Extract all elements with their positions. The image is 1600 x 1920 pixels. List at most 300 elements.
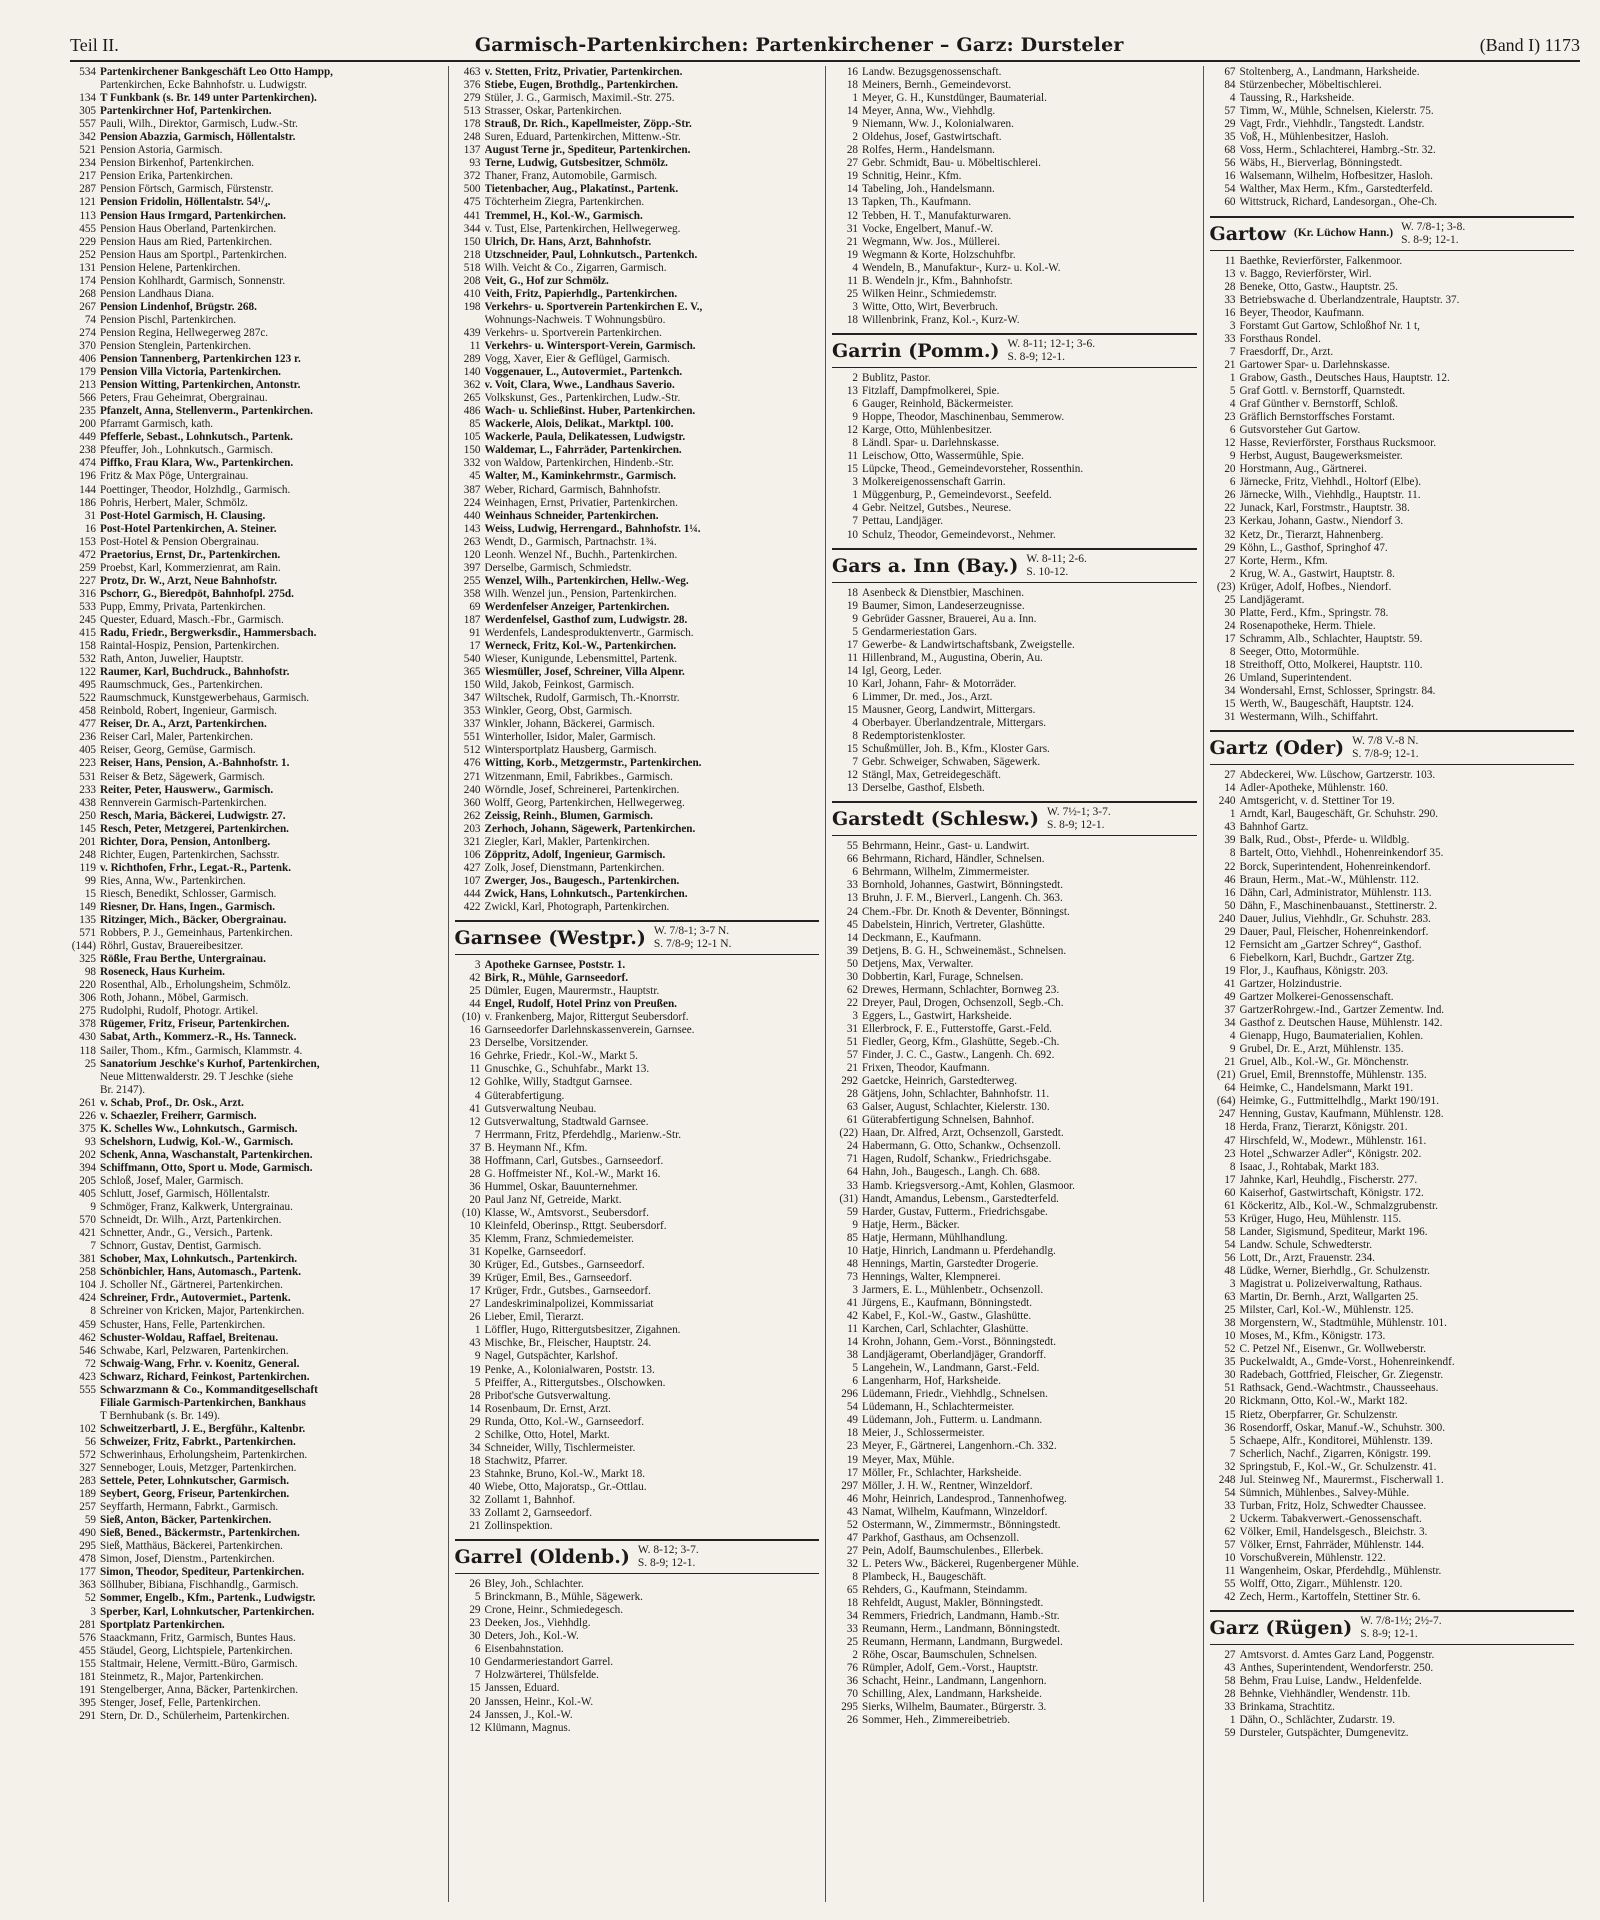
directory-entry (1210, 1082, 1575, 1095)
subscriber-name: v. Schab, Prof., Dr. Osk., Arzt. (100, 1096, 244, 1109)
directory-entry (455, 1037, 820, 1050)
phone-number: 11 (847, 651, 858, 664)
directory-entry (70, 1436, 442, 1449)
directory-entry (832, 1467, 1197, 1480)
directory-entry (70, 470, 442, 483)
subscriber-name: Jul. Steinweg Nf., Maurermst., Fischerwall 1. (1239, 1473, 1444, 1486)
phone-number: 24 (846, 905, 858, 918)
subscriber-name: Staltmair, Helene, Vermitt.-Büro, Garmisch. (100, 1657, 298, 1670)
directory-entry (70, 1214, 442, 1227)
subscriber-name: Schenk, Anna, Waschanstalt, Partenkirchen. (100, 1148, 313, 1161)
subscriber-name: Zwick, Hans, Lohnkutsch., Partenkirchen. (484, 887, 688, 900)
phone-number: 406 (79, 353, 96, 366)
subscriber-name: Rathsack, Gend.-Wachtmstr., Chausseehaus. (1239, 1382, 1439, 1395)
subscriber-name: Witting, Korb., Metzgermstr., Partenkirchen. (484, 757, 702, 770)
subscriber-name: Werth, W., Baugeschäft, Hauptstr. 124. (1239, 698, 1414, 711)
directory-entry (1210, 861, 1575, 874)
directory-entry (455, 862, 820, 875)
phone-number: 4 (852, 717, 858, 730)
directory-entry (832, 971, 1197, 984)
directory-entry (832, 105, 1197, 118)
subscriber-name: Meiners, Bernh., Gemeindevorst. (862, 79, 1012, 92)
subscriber-name: Klümann, Magnus. (484, 1721, 571, 1734)
phone-number: 16 (469, 1050, 481, 1063)
subscriber-name: Sabat, Arth., Kommerz.-R., Hs. Tanneck. (100, 1031, 297, 1044)
directory-entry (832, 1349, 1197, 1362)
phone-number: 532 (79, 653, 96, 666)
directory-entry (832, 411, 1197, 424)
phone-number: 62 (1224, 1525, 1236, 1538)
directory-entry (70, 340, 442, 353)
directory-entry (1210, 1500, 1575, 1513)
directory-entry (455, 105, 820, 118)
subscriber-name: Limmer, Dr. med., Jos., Arzt. (862, 690, 993, 703)
subscriber-name: Leischow, Otto, Wassermühle, Spie. (862, 450, 1024, 463)
phone-number: 150 (463, 235, 481, 248)
directory-entry (70, 1031, 442, 1044)
subscriber-name: Gendarmeriestandort Garrel. (484, 1656, 614, 1669)
directory-entry (455, 1142, 820, 1155)
directory-entry (832, 1649, 1197, 1662)
directory-entry (70, 196, 442, 209)
directory-entry (70, 236, 442, 249)
directory-entry (832, 1480, 1197, 1493)
subscriber-name: Wiebe, Otto, Majoratsp., Gr.-Ottlau. (484, 1480, 647, 1493)
phone-number: 267 (79, 300, 96, 313)
subscriber-name: Walter, M., Kaminkehrmstr., Garmisch. (484, 470, 677, 483)
subscriber-name: Baumer, Simon, Landeserzeugnisse. (862, 599, 1025, 612)
directory-entry (832, 196, 1197, 209)
directory-entry (70, 210, 442, 223)
subscriber-name: Suren, Eduard, Partenkirchen, Mittenw.-Str. (484, 131, 681, 144)
directory-entry (832, 1506, 1197, 1519)
directory-entry (1210, 66, 1575, 79)
subscriber-name: Vagt, Frdr., Viehhdlr., Tangstedt. Landstr. (1239, 118, 1425, 131)
phone-number: 274 (79, 326, 96, 339)
phone-number: 240 (1218, 912, 1236, 925)
phone-number: 198 (463, 300, 481, 313)
phone-number: 25 (469, 985, 481, 998)
subscriber-name: Uckerm. Tabakverwert.-Genossenschaft. (1239, 1512, 1422, 1525)
directory-entry (1210, 659, 1575, 672)
phone-number: 208 (463, 274, 481, 287)
subscriber-name: Heimke, C., Handelsmann, Markt 191. (1239, 1082, 1414, 1095)
office-hours (654, 925, 732, 951)
directory-entry (1210, 1095, 1575, 1108)
phone-number: 5 (852, 625, 858, 638)
subscriber-name: Stahnke, Bruno, Kol.-W., Markt 18. (484, 1467, 646, 1480)
phone-number: 297 (841, 1479, 858, 1492)
phone-number: 455 (79, 222, 96, 235)
subscriber-name: Sommer, Engelb., Kfm., Partenk., Ludwigstr. (100, 1592, 316, 1605)
subscriber-name: Pupp, Emmy, Privata, Partenkirchen. (100, 600, 266, 613)
directory-entry (455, 1090, 820, 1103)
phone-number: 45 (469, 470, 481, 483)
directory-entry (70, 914, 442, 927)
directory-entry (70, 1671, 442, 1684)
subscriber-name: Schwerinhaus, Erholungsheim, Partenkirchen. (100, 1448, 308, 1461)
subscriber-name: Arndt, Karl, Baugeschäft, Gr. Schuhstr. 290. (1239, 808, 1439, 821)
directory-entry (455, 157, 820, 170)
directory-entry (455, 1311, 820, 1324)
directory-entry (1210, 1317, 1575, 1330)
phone-number: 255 (463, 574, 481, 587)
phone-number: 287 (79, 183, 96, 196)
directory-entry (832, 1062, 1197, 1075)
directory-entry (70, 1697, 442, 1710)
phone-number: 235 (79, 405, 96, 418)
subscriber-name: Herbst, August, Baugewerksmeister. (1239, 450, 1403, 463)
phone-number: 99 (84, 874, 96, 887)
phone-number: 16 (1224, 170, 1236, 183)
phone-number: 240 (463, 783, 481, 796)
subscriber-name: Chem.-Fbr. Dr. Knoth & Deventer, Bönningst. (862, 905, 1070, 918)
phone-number: 181 (79, 1670, 96, 1683)
directory-entry (455, 79, 820, 92)
directory-entry (1210, 170, 1575, 183)
phone-number: 38 (846, 1349, 858, 1362)
directory-entry (832, 1297, 1197, 1310)
phone-number: 7 (90, 1240, 96, 1253)
subscriber-name: Pension Haus am Ried, Partenkirchen. (100, 235, 273, 248)
subscriber-name: Voss, Herm., Schlachterei, Hambrg.-Str. 32. (1239, 144, 1436, 157)
directory-entry (1210, 1649, 1575, 1662)
directory-entry (70, 666, 442, 679)
subscriber-name: Grabow, Gasth., Deutsches Haus, Hauptstr. 12. (1239, 371, 1450, 384)
subscriber-name: Pfefferle, Sebast., Lohnkutsch., Partenk. (100, 431, 293, 444)
subscriber-name: Werdenfels, Landesproduktenvertr., Garmisch. (484, 627, 694, 640)
directory-entry (1210, 1395, 1575, 1408)
phone-number: 48 (1224, 1264, 1236, 1277)
subscriber-name: Staackmann, Fritz, Garmisch, Buntes Haus. (100, 1631, 296, 1644)
subscriber-name: Gebr. Neitzel, Gutsbes., Neurese. (862, 502, 1012, 515)
phone-number: 56 (1224, 157, 1236, 170)
phone-number: 1 (474, 1324, 481, 1337)
phone-number: 4 (852, 261, 858, 274)
phone-number: 33 (846, 1623, 858, 1636)
subscriber-name: Wackerle, Paula, Delikatessen, Ludwigstr. (484, 431, 686, 444)
subscriber-name: Resch, Peter, Metzgerei, Partenkirchen. (100, 822, 289, 835)
directory-entry (832, 1049, 1197, 1062)
directory-entry (832, 1623, 1197, 1636)
subscriber-name: Schaepe, Alfr., Konditorei, Mühlenstr. 139. (1239, 1434, 1433, 1447)
directory-entry (832, 1206, 1197, 1219)
directory-entry (832, 1219, 1197, 1232)
office-hours-sunday: S. 7/8-9; 12-1. (1352, 748, 1419, 761)
directory-entry (455, 1024, 820, 1037)
phone-number: 50 (1224, 899, 1236, 912)
directory-entry (455, 1259, 820, 1272)
phone-number: 200 (79, 418, 96, 431)
phone-number: 218 (463, 248, 481, 261)
phone-number: 93 (84, 1135, 96, 1148)
directory-entry (832, 1101, 1197, 1114)
subscriber-name: Wegmann, Ww. Jos., Müllerei. (862, 235, 1000, 248)
subscriber-name: Güterabfertigung Schnelsen, Bahnhof. (862, 1114, 1035, 1127)
subscriber-name: Schiffmann, Otto, Sport u. Mode, Garmisch. (100, 1161, 313, 1174)
phone-number: 405 (79, 744, 96, 757)
phone-number: 10 (469, 1656, 481, 1669)
phone-number: (10) (461, 1206, 481, 1219)
subscriber-name: Milster, Carl, Kol.-W., Mühlenstr. 125. (1239, 1304, 1414, 1317)
phone-number: 55 (1224, 1578, 1236, 1591)
phone-number: 486 (463, 405, 481, 418)
subscriber-name: Dähn, O., Schlächter, Zudarstr. 19. (1239, 1714, 1396, 1727)
subscriber-name: Fiebelkorn, Karl, Buchdr., Gartzer Ztg. (1239, 951, 1415, 964)
subscriber-name: Werdenfelser Anzeiger, Partenkirchen. (484, 600, 670, 613)
subscriber-name: Amtsvorst. d. Amtes Garz Land, Poggenstr. (1239, 1649, 1435, 1662)
directory-entry (455, 131, 820, 144)
phone-number: 11 (847, 274, 858, 287)
phone-number: 43 (846, 1505, 858, 1518)
phone-number: 31 (846, 1022, 858, 1035)
subscriber-name: Mohr, Heinrich, Landesprod., Tannenhofweg. (862, 1492, 1067, 1505)
directory-entry (70, 249, 442, 262)
phone-number: 52 (846, 1518, 858, 1531)
phone-number: 105 (463, 431, 481, 444)
directory-entry (832, 1114, 1197, 1127)
subscriber-name: Derselbe, Garmisch, Schmiedstr. (484, 561, 632, 574)
directory-entry (455, 431, 820, 444)
subscriber-name: Kabel, F., Kol.-W., Gastw., Glashütte. (862, 1309, 1032, 1322)
subscriber-name: Borck, Superintendent, Hohenreinkendorf. (1239, 860, 1431, 873)
phone-number: 566 (79, 392, 96, 405)
directory-entry (70, 1488, 442, 1501)
phone-number: 223 (79, 757, 96, 770)
directory-entry (455, 601, 820, 614)
subscriber-name: B. Wendeln jr., Kfm., Bahnhofstr. (862, 274, 1013, 287)
subscriber-name: Karl, Johann, Fahr- & Motorräder. (862, 677, 1017, 690)
subscriber-name: T Funkbank (s. Br. 149 unter Partenkirchen). (100, 92, 317, 105)
phone-number: 149 (79, 901, 96, 913)
phone-number: 12 (469, 1115, 481, 1128)
directory-entry (832, 769, 1197, 782)
subscriber-name: Ries, Anna, Ww., Partenkirchen. (100, 874, 246, 887)
phone-number: 18 (846, 79, 858, 92)
subscriber-name: Sperber, Karl, Lohnkutscher, Partenkirchen. (100, 1605, 315, 1618)
phone-number: 18 (469, 1454, 481, 1467)
subscriber-name: Rehfeldt, August, Makler, Bönningstedt. (862, 1597, 1044, 1610)
directory-entry (455, 1285, 820, 1298)
subscriber-name: Simon, Theodor, Spediteur, Partenkirchen. (100, 1566, 305, 1579)
directory-entry (1210, 1200, 1575, 1213)
phone-number: 8 (1229, 847, 1236, 860)
subscriber-name: Rolfes, Herm., Handelsmann. (862, 144, 995, 157)
phone-number: 455 (79, 1644, 96, 1657)
phone-number: 9 (1229, 1043, 1236, 1056)
directory-entry (70, 810, 442, 823)
subscriber-name: Krüger, Adolf, Hofbes., Niendorf. (1239, 580, 1392, 593)
subscriber-name: Tremmel, H., Kol.-W., Garmisch. (484, 209, 643, 222)
phone-number: 25 (1224, 1304, 1236, 1317)
directory-entry (1210, 607, 1575, 620)
directory-entry (1210, 900, 1575, 913)
phone-number: 93 (469, 157, 481, 170)
directory-entry (70, 484, 442, 497)
directory-entry (455, 1403, 820, 1416)
subscriber-name: Hatje, Hermann, Mühlhandlung. (862, 1231, 1008, 1244)
directory-entry (832, 613, 1197, 626)
directory-entry (70, 1162, 442, 1175)
directory-entry (832, 1675, 1197, 1688)
phone-number: 248 (1218, 1473, 1236, 1486)
subscriber-name: Sanatorium Jeschke's Kurhof, Partenkirchen, (100, 1057, 320, 1070)
subscriber-name: Schneidt, Dr. Wilh., Arzt, Partenkirchen. (100, 1214, 282, 1227)
phone-number: 144 (79, 483, 96, 496)
subscriber-name: Ziegler, Karl, Makler, Partenkirchen. (484, 835, 650, 848)
subscriber-name: Janssen, Heinr., Kol.-W. (484, 1695, 594, 1708)
directory-entry (455, 1481, 820, 1494)
phone-number: 150 (463, 679, 481, 692)
subscriber-name: Runda, Otto, Kol.-W., Garnseedorf. (484, 1415, 645, 1428)
phone-number: 31 (846, 222, 858, 235)
directory-entry (70, 1123, 442, 1136)
directory-entry (1210, 1382, 1575, 1395)
subscriber-name: Dümler, Eugen, Maurermstr., Hauptstr. (484, 985, 660, 998)
directory-entry (1210, 913, 1575, 926)
subscriber-name: Landeskriminalpolizei, Kommissariat (484, 1298, 654, 1311)
subscriber-name: J. Scholler Nf., Gärtnerei, Partenkirchen. (100, 1279, 283, 1292)
phone-number: 18 (1224, 1121, 1236, 1134)
phone-number: 289 (463, 353, 481, 366)
subscriber-name: Amtsgericht, v. d. Stettiner Tor 19. (1239, 795, 1395, 808)
phone-number: 258 (79, 1266, 96, 1279)
subscriber-name: Rosenapotheke, Herm. Thiele. (1239, 619, 1376, 632)
phone-number: 20 (1224, 1395, 1236, 1408)
subscriber-name: Völker, Emil, Handelsgesch., Bleichstr. 3. (1239, 1525, 1428, 1538)
directory-entry (832, 131, 1197, 144)
subscriber-name: K. Schelles Ww., Lohnkutsch., Garmisch. (100, 1122, 298, 1135)
subscriber-name: Wild, Jakob, Feinkost, Garmisch. (484, 679, 635, 692)
directory-entry (70, 614, 442, 627)
office-hours (1007, 338, 1095, 364)
subscriber-name: Lüdke, Werner, Bierhdlg., Gr. Schulzenstr. (1239, 1264, 1430, 1277)
subscriber-name: Proebst, Karl, Kommerzienrat, am Rain. (100, 561, 281, 574)
directory-entry (70, 771, 442, 784)
directory-entry (70, 327, 442, 340)
directory-entry (70, 836, 442, 849)
subscriber-name: Reiser, Georg, Gemüse, Garmisch. (100, 744, 256, 757)
office-hours (1401, 221, 1465, 247)
office-hours-sunday: S. 8-9; 12-1. (1046, 819, 1105, 832)
phone-number: 245 (79, 613, 96, 626)
phone-number: 30 (1224, 1369, 1236, 1382)
directory-entry (70, 1305, 442, 1318)
phone-number: 3 (852, 476, 858, 489)
subscriber-name: Sierks, Wilhelm, Baumater., Bürgerstr. 3. (862, 1701, 1047, 1714)
phone-number: 21 (469, 1520, 481, 1533)
phone-number: 61 (1224, 1199, 1236, 1212)
phone-number: 213 (79, 379, 96, 392)
phone-number: 178 (463, 118, 481, 131)
directory-entry (832, 1036, 1197, 1049)
town-name: Garnsee (Westpr.) (454, 927, 646, 950)
phone-number: 140 (463, 366, 481, 379)
phone-number: 21 (1224, 358, 1236, 371)
directory-entry (70, 444, 442, 457)
subscriber-name: Hatje, Hinrich, Landmann u. Pferdehandlg. (862, 1244, 1056, 1257)
directory-entry (455, 1429, 820, 1442)
phone-number: 11 (469, 339, 481, 352)
phone-number: 201 (79, 835, 96, 848)
directory-entry (455, 497, 820, 510)
subscriber-name: Birk, R., Mühle, Garnseedorf. (484, 972, 629, 985)
directory-entry (1210, 1578, 1575, 1591)
directory-entry (70, 1645, 442, 1658)
directory-entry (455, 1390, 820, 1403)
phone-number: 107 (463, 874, 481, 887)
subscriber-name: Post-Hotel Garmisch, H. Clausing. (100, 509, 266, 522)
directory-entry (455, 444, 820, 457)
phone-number: 9 (852, 411, 858, 424)
directory-entry (455, 1246, 820, 1259)
office-hours-sunday: S. 10-12. (1026, 565, 1069, 578)
directory-entry (1210, 698, 1575, 711)
directory-entry (70, 314, 442, 327)
subscriber-name: Meyer, Max, Mühle. (862, 1453, 955, 1466)
subscriber-name: Lieber, Emil, Tierarzt. (484, 1311, 584, 1324)
directory-entry (455, 959, 820, 972)
office-hours-sunday: S. 8-9; 12-1. (1401, 233, 1459, 246)
directory-entry (832, 1532, 1197, 1545)
phone-number: 46 (1224, 873, 1236, 886)
subscriber-name: Rosendorff, Oskar, Manuf.-W., Schuhstr. 300. (1239, 1421, 1446, 1434)
directory-entry (1210, 1675, 1575, 1688)
phone-number: 34 (469, 1441, 481, 1454)
subscriber-name: Richter, Dora, Pension, Antonlberg. (100, 835, 271, 848)
phone-number: 33 (1224, 1499, 1236, 1512)
directory-entry (832, 997, 1197, 1010)
directory-entry (455, 1709, 820, 1722)
town-name: Garz (Rügen) (1209, 1617, 1353, 1640)
phone-number: 415 (79, 627, 96, 640)
subscriber-name: Pension Stenglein, Partenkirchen. (100, 339, 252, 352)
directory-entry (832, 1545, 1197, 1558)
phone-number: 187 (463, 613, 481, 626)
subscriber-name: Stiebe, Eugen, Brothdlg., Partenkirchen. (484, 79, 679, 92)
phone-number: 29 (469, 1604, 481, 1617)
phone-number: 344 (463, 222, 481, 235)
directory-entry (70, 1227, 442, 1240)
directory-entry (832, 1140, 1197, 1153)
directory-entry (1210, 1474, 1575, 1487)
subscriber-name: Ulrich, Dr. Hans, Arzt, Bahnhofstr. (484, 235, 652, 248)
directory-entry (455, 1350, 820, 1363)
phone-number: 395 (79, 1696, 96, 1709)
subscriber-name: Schelshorn, Ludwig, Kol.-W., Garmisch. (100, 1135, 294, 1148)
phone-number: 25 (846, 287, 858, 300)
phone-number: (10) (461, 1011, 481, 1024)
phone-number: 14 (846, 931, 858, 944)
phone-number: 43 (469, 1337, 481, 1350)
directory-entry (1210, 1662, 1575, 1675)
phone-number: 248 (463, 131, 481, 144)
subscriber-name: Roth, Johann., Möbel, Garmisch. (100, 992, 249, 1005)
subscriber-name: Hoffmann, Carl, Gutsbes., Garnseedorf. (484, 1154, 664, 1167)
subscriber-name: Neue Mittenwalderstr. 29. T Jeschke (siehe (100, 1070, 294, 1083)
phone-number: 15 (469, 1682, 481, 1695)
subscriber-name: Stürzenbecher, Möbeltischlerei. (1239, 79, 1382, 92)
phone-number: 58 (1224, 1225, 1236, 1238)
subscriber-name: Hoppe, Theodor, Maschinenbau, Semmerow. (862, 411, 1065, 424)
directory-entry (455, 1468, 820, 1481)
directory-entry (832, 515, 1197, 528)
phone-number: 8 (1229, 1160, 1236, 1173)
directory-entry (455, 588, 820, 601)
subscriber-name: Gräflich Bernstorffsches Forstamt. (1239, 411, 1395, 424)
phone-number: 23 (469, 1617, 481, 1630)
subscriber-name: Rath, Anton, Juwelier, Hauptstr. (100, 653, 244, 666)
